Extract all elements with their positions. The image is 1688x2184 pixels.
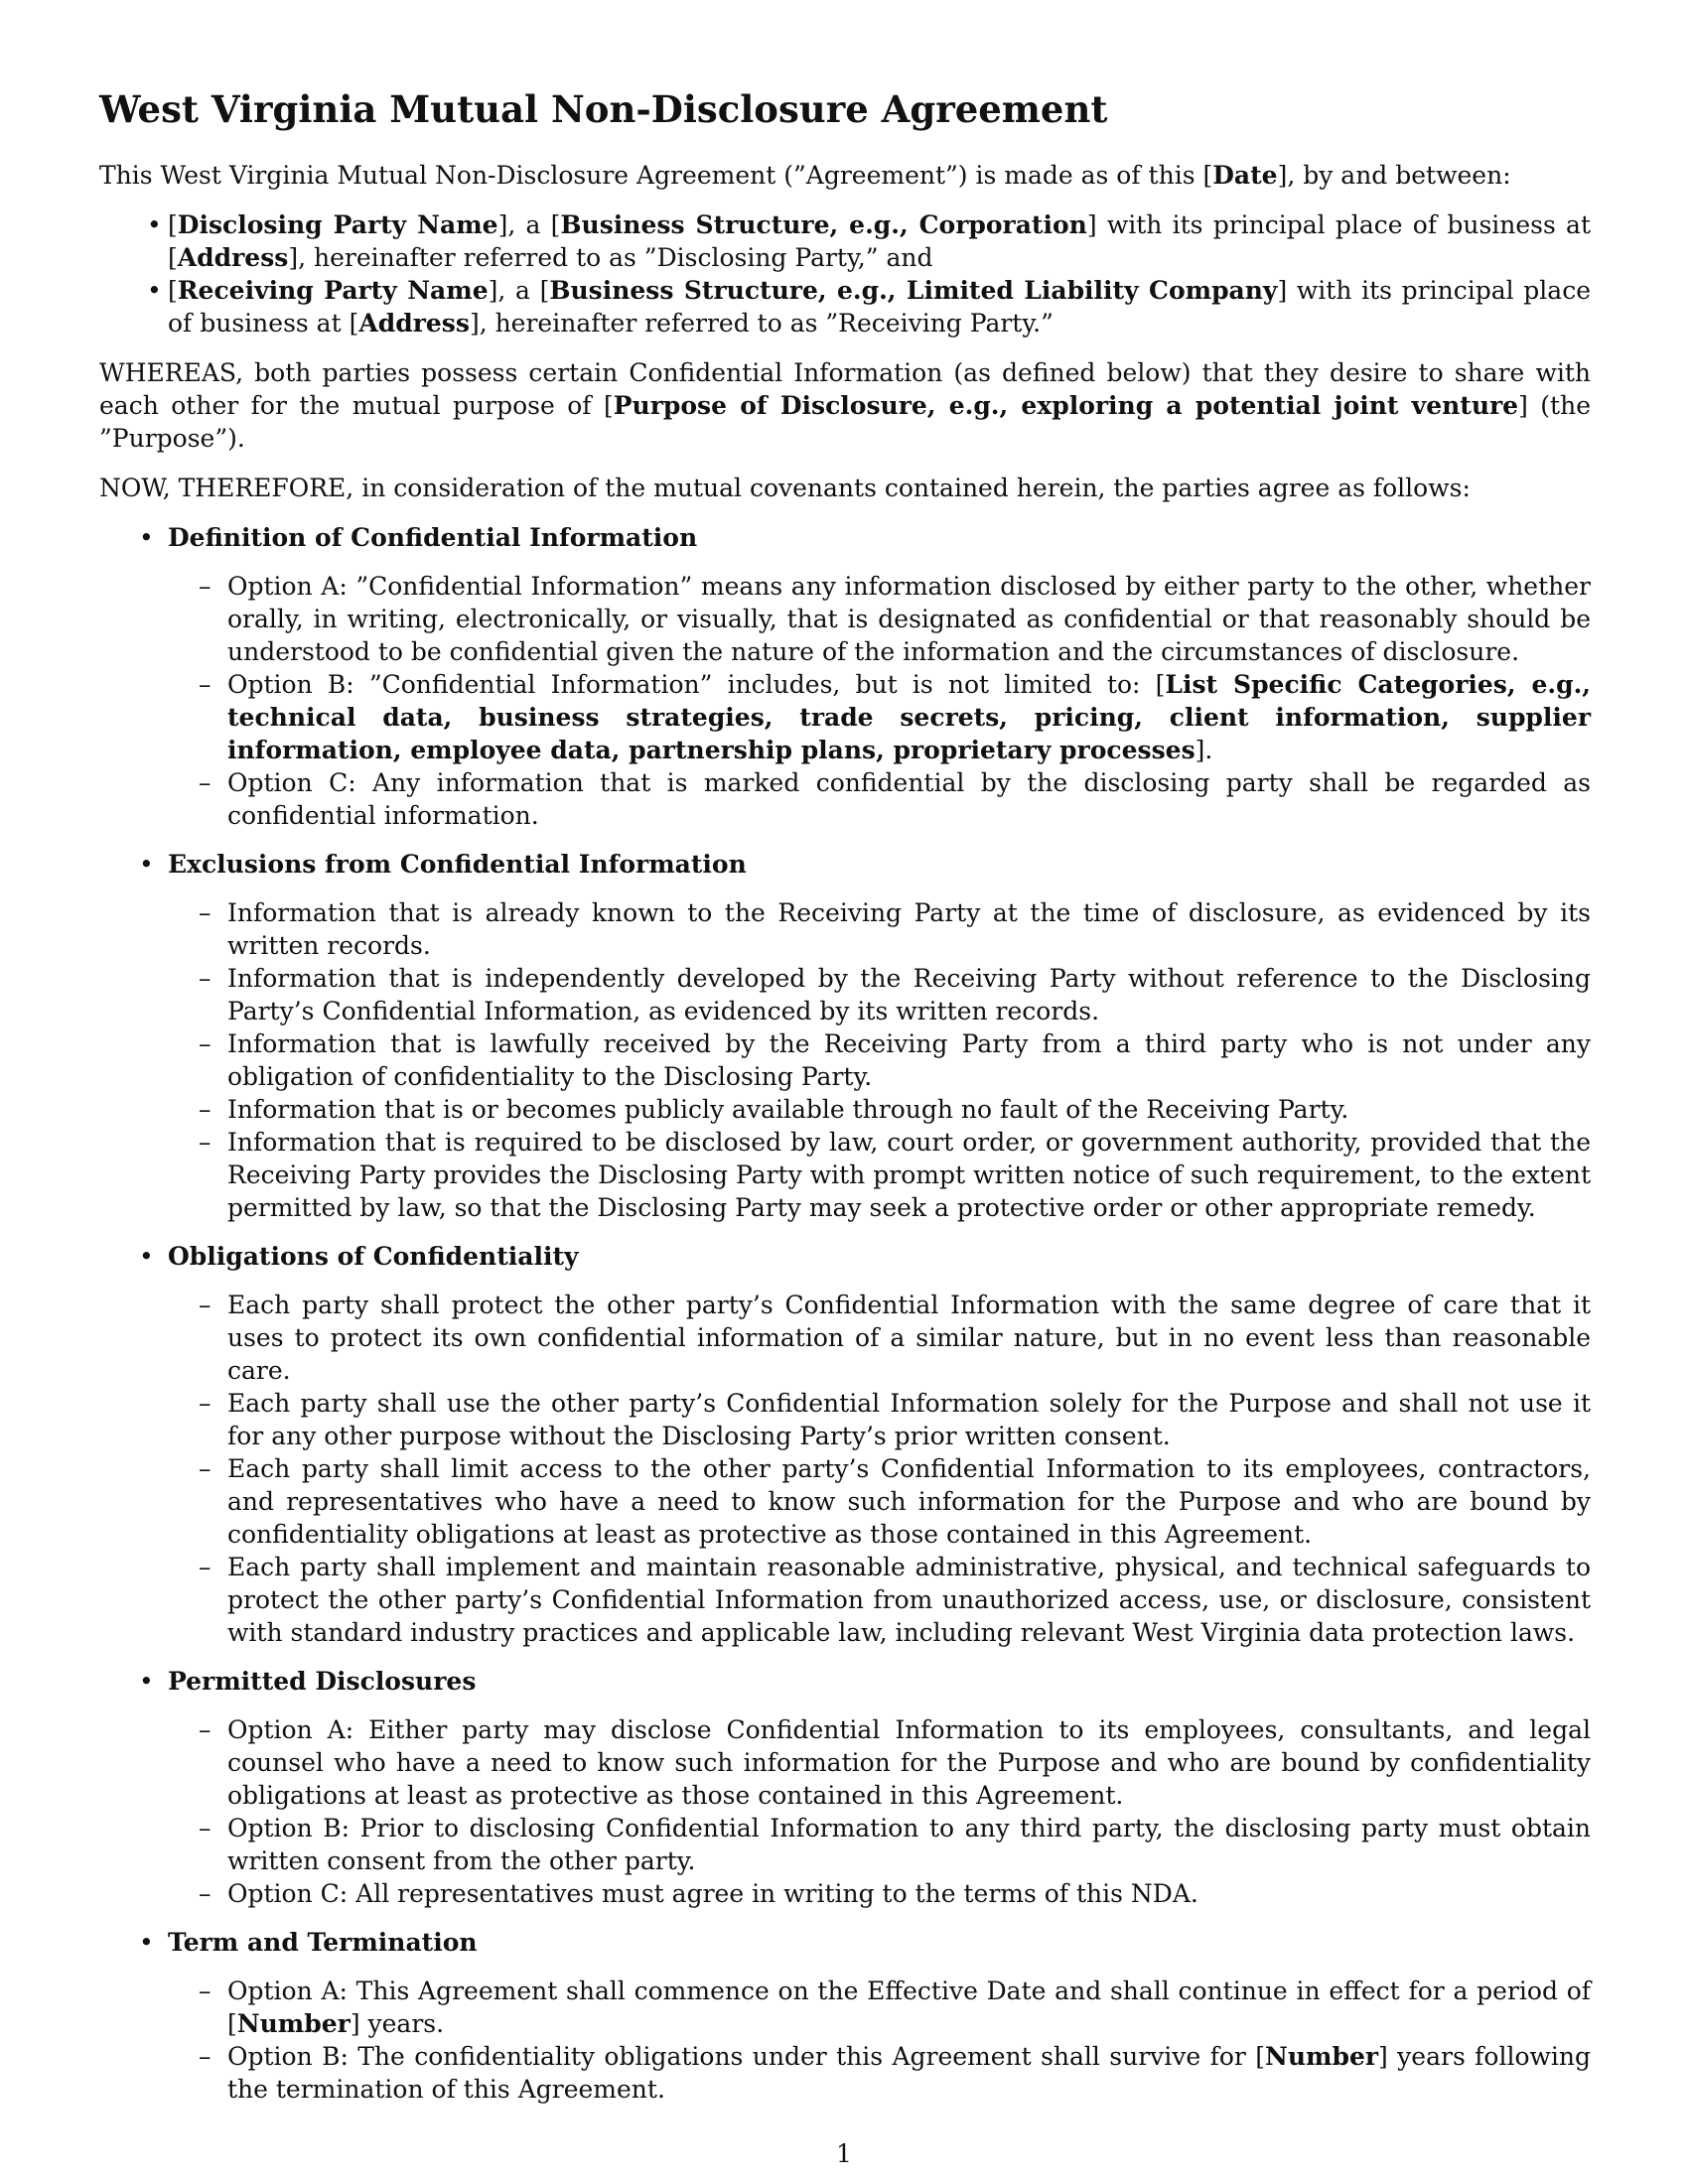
- subitem: [99, 1975, 1591, 2040]
- text: [: [168, 276, 178, 306]
- sections-list: [99, 521, 1591, 2106]
- disclosing-business-structure: Business Structure, e.g., Corporation: [560, 210, 1087, 240]
- subitem: [99, 2040, 1591, 2106]
- subitems: [99, 896, 1591, 1224]
- subitem: – Option C: All representatives must agree in writing to the terms of this NDA.: [99, 1877, 1591, 1910]
- section-exclusions: [99, 848, 1591, 1224]
- section-permitted: [99, 1665, 1591, 1910]
- section-heading: • Term and Termination: [99, 1926, 1591, 1959]
- parties-list: [99, 208, 1591, 340]
- receiving-business-structure: Business Structure, e.g., Limited Liability Company: [549, 276, 1278, 306]
- text: ].: [1195, 736, 1213, 765]
- subitem: – Information that is or becomes publicly available through no fault of the Receiving Party.: [99, 1093, 1591, 1126]
- text: Option B: ”Confidential Information” includes, but is not limited to: [: [227, 670, 1166, 700]
- whereas-paragraph: [99, 356, 1591, 455]
- receiving-address: Address: [358, 309, 470, 339]
- subitem: – Information that is independently developed by the Receiving Party without reference to the Disclosing Party’s Confidential Information, as evidenced by its written records.: [99, 962, 1591, 1027]
- section-heading: • Permitted Disclosures: [99, 1665, 1591, 1698]
- text: ], hereinafter referred to as ”Receiving Party.”: [469, 309, 1054, 339]
- subitems: [99, 570, 1591, 832]
- section-definition: [99, 521, 1591, 832]
- section-term: [99, 1926, 1591, 2106]
- subitem: – Option A: ”Confidential Information” means any information disclosed by either party to the other, whether orally, in writing, electronically, or visually, that is designated as confidential or that reasonably should be understood to be confidential given the nature of the information and the circumstances of disclosure.: [99, 570, 1591, 668]
- text: ] (the ”Purpose”).: [99, 391, 1591, 454]
- categories-placeholder: List Specific Categories, e.g., technical data, business strategies, trade secrets, pricing, client information, supplier information, employee data, partnership plans, proprietary processes: [227, 670, 1591, 765]
- text: ], a [: [497, 210, 561, 240]
- text: Option A: This Agreement shall commence on the Effective Date and shall continue in effect for a period of [: [227, 1977, 1591, 2039]
- date-placeholder: Date: [1212, 161, 1278, 191]
- disclosing-address: Address: [177, 243, 289, 273]
- number-placeholder: Number: [236, 2009, 351, 2039]
- section-obligations: [99, 1240, 1591, 1649]
- subitem: – Option A: Either party may disclose Confidential Information to its employees, consultants, and legal counsel who have a need to know such information for the Purpose and who are bound by confidentiality obligations at least as protective as those contained in this Agreement.: [99, 1713, 1591, 1812]
- subitem: – Information that is required to be disclosed by law, court order, or government authority, provided that the Receiving Party provides the Disclosing Party with prompt written notice of such requirement, to the extent permitted by law, so that the Disclosing Party may seek a protective order or other appropriate remedy.: [99, 1126, 1591, 1224]
- text: ], a [: [488, 276, 550, 306]
- text: ], hereinafter referred to as ”Disclosing Party,” and: [288, 243, 933, 273]
- receiving-party-name: Receiving Party Name: [177, 276, 489, 306]
- disclosing-party-name: Disclosing Party Name: [177, 210, 498, 240]
- subitem: – Option C: Any information that is marked confidential by the disclosing party shall be regarded as confidential information.: [99, 766, 1591, 832]
- text: Option B: The confidentiality obligations under this Agreement shall survive for [: [227, 2042, 1265, 2072]
- subitem: – Each party shall use the other party’s Confidential Information solely for the Purpose and shall not use it for any other purpose without the Disclosing Party’s prior written consent.: [99, 1387, 1591, 1452]
- number-placeholder: Number: [1264, 2042, 1379, 2072]
- text: ] with its principal place of business at [: [168, 210, 1592, 273]
- subitems: [99, 1713, 1591, 1910]
- subitem: – Information that is lawfully received by the Receiving Party from a third party who is not under any obligation of confidentiality to the Disclosing Party.: [99, 1027, 1591, 1093]
- subitems: [99, 1289, 1591, 1649]
- subitem: – Each party shall implement and maintain reasonable administrative, physical, and technical safeguards to protect the other party’s Confidential Information from unauthorized access, use, or disclosure, consistent with standard industry practices and applicable law, including relevant West Virginia data protection laws.: [99, 1551, 1591, 1649]
- intro-paragraph: [99, 159, 1591, 192]
- section-heading: • Exclusions from Confidential Information: [99, 848, 1591, 881]
- subitem: – Option B: Prior to disclosing Confidential Information to any third party, the disclosing party must obtain written consent from the other party.: [99, 1812, 1591, 1877]
- section-heading: • Obligations of Confidentiality: [99, 1240, 1591, 1273]
- page-number: 1: [836, 2139, 852, 2168]
- text: WHEREAS, both parties possess certain Confidential Information (as defined below) that they desire to share with each other for the mutual purpose of [: [99, 358, 1591, 421]
- subitem: – Each party shall limit access to the other party’s Confidential Information to its employees, contractors, and representatives who have a need to know such information for the Purpose and who are bound by confidentiality obligations at least as protective as those contained in this Agreement.: [99, 1452, 1591, 1551]
- text: [: [168, 210, 178, 240]
- section-heading: • Definition of Confidential Information: [99, 521, 1591, 554]
- document-title: West Virginia Mutual Non-Disclosure Agreement: [99, 87, 1108, 131]
- purpose-placeholder: Purpose of Disclosure, e.g., exploring a potential joint venture: [613, 391, 1519, 421]
- party-receiving: [99, 274, 1591, 340]
- party-disclosing: [99, 208, 1591, 274]
- text: ] years.: [350, 2009, 445, 2039]
- intro-text: This West Virginia Mutual Non-Disclosure Agreement (”Agreement”) is made as of this [: [99, 161, 1213, 191]
- subitem: [99, 668, 1591, 766]
- subitem: – Information that is already known to the Receiving Party at the time of disclosure, as evidenced by its written records.: [99, 896, 1591, 962]
- subitems: [99, 1975, 1591, 2106]
- text: ] with its principal place of business at [: [168, 276, 1591, 339]
- text: ] years following the termination of this Agreement.: [227, 2042, 1591, 2105]
- subitem: – Each party shall protect the other party’s Confidential Information with the same degree of care that it uses to protect its own confidential information of a similar nature, but in no event less than reasonable care.: [99, 1289, 1591, 1387]
- intro-text-end: ], by and between:: [1277, 161, 1511, 191]
- now-therefore-paragraph: NOW, THEREFORE, in consideration of the mutual covenants contained herein, the parties agree as follows:: [99, 474, 1471, 503]
